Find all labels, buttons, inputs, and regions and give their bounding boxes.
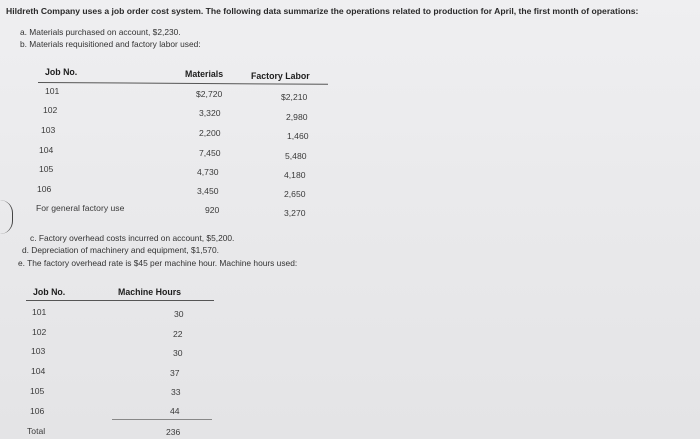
item-e: e. The factory overhead rate is $45 per machine hour. Machine hours used: xyxy=(18,258,298,268)
worksheet-page: Hildreth Company uses a job order cost system. The following data summarize the operations related to production for April, the first month of operations: a. Materials purchased on account, $2,230. b. Materials requisitioned and factory labor used: Job No. Materials Factory Labor 101 $2,720 $2,210 102 3,320 2,980 103 2,200 1,460 104 7,450 5,480 105 4,730 4,180 106 3,450 2,650 For general factory use 920 3,270 c. Factory overhead costs incurred on account, $5,200. d. Depreciation of machinery and equipment, $1,570. e. The factory overhead rate is $45 per machine hour. Machine hours used: Job No. Machine Hours 101 30 102 22 103 30 104 37 105 33 106 44 Total 236 xyxy=(0,0,700,439)
item-a: a. Materials purchased on account, $2,230. xyxy=(20,27,181,37)
t1-header-labor: Factory Labor xyxy=(251,71,310,81)
t2-header-hours: Machine Hours xyxy=(118,287,182,297)
t1-header-rule xyxy=(38,82,328,85)
problem-intro: Hildreth Company uses a job order cost system. The following data summarize the operations related to production for April, the first month of operations: xyxy=(6,6,639,16)
margin-bracket xyxy=(0,200,13,234)
t2-header-job: Job No. xyxy=(33,287,66,297)
item-c: c. Factory overhead costs incurred on account, $5,200. xyxy=(30,233,235,243)
item-b: b. Materials requisitioned and factory labor used: xyxy=(20,39,201,49)
t1-header-job: Job No. xyxy=(45,67,78,77)
t2-header-rule xyxy=(26,300,214,301)
item-d: d. Depreciation of machinery and equipment, $1,570. xyxy=(22,245,219,255)
total-rule xyxy=(112,419,212,420)
t1-header-materials: Materials xyxy=(185,69,224,79)
